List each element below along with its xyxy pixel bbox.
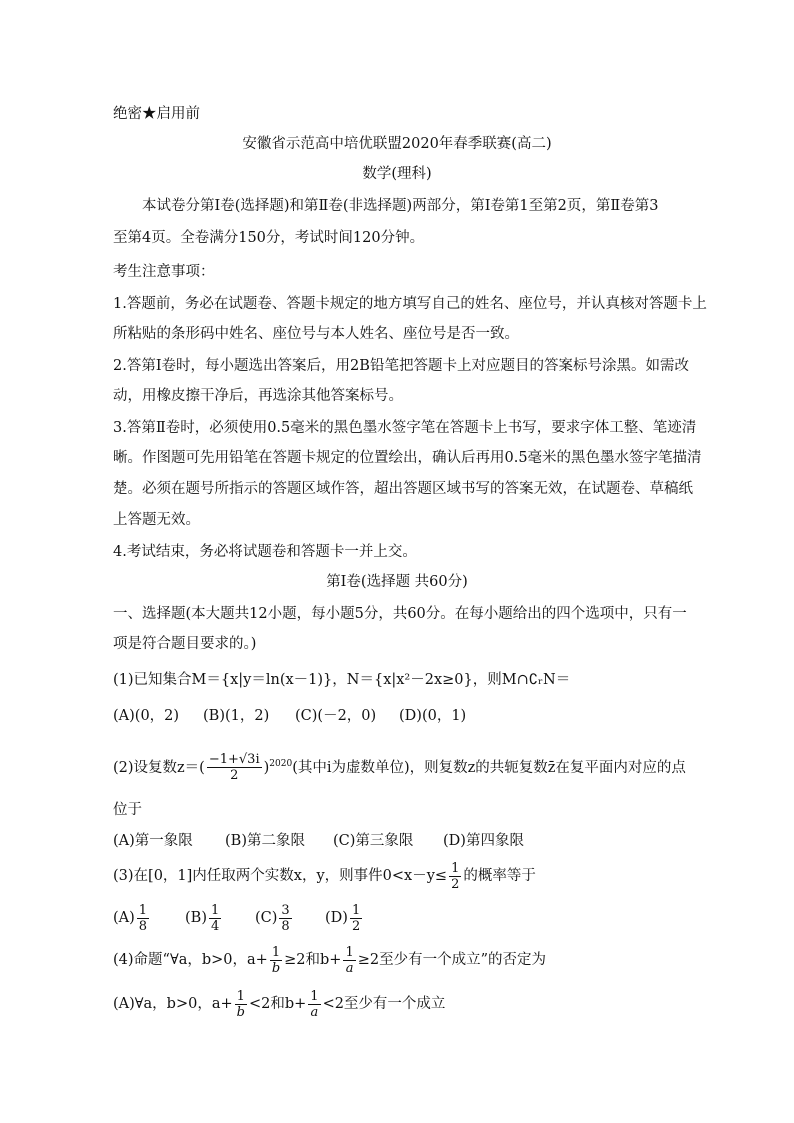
q3-option-d [325, 898, 364, 938]
q3-option-a [113, 898, 185, 938]
q2-option-c: (C)第三象限 [333, 833, 414, 849]
q4-fraction-1 [270, 945, 282, 976]
q3-option-d-label: (D) [325, 910, 348, 926]
q3-option-a-frac [137, 903, 149, 934]
q4-stem-pre: (4)命题“∀a，b>0，a+ [113, 952, 268, 968]
note-3c: 楚。必须在题号所指示的答题区域作答，超出答题区域书写的答案无效，在试题卷、草稿纸 [113, 481, 693, 497]
q3-option-c-frac [279, 903, 291, 934]
note-1a: 1.答题前，务必在试题卷、答题卡规定的地方填写自己的姓名、座位号，并认真核对答题卡上 [113, 296, 707, 312]
note-2b: 动，用橡皮擦干净后，再选涂其他答案标号。 [113, 388, 403, 404]
q4-f1-num: 1 [270, 945, 282, 961]
q2-option-a: (A)第一象限 [113, 833, 193, 849]
note-3d: 上答题无效。 [113, 512, 200, 528]
q4-a-f2-num: 1 [310, 988, 319, 1004]
notes-heading: 考生注意事项： [113, 264, 215, 280]
q2-fraction-num: −1+√3i [208, 752, 260, 768]
q2-stem-post: (其中i为虚数单位)，则复数z的共轭复数z̄在复平面内对应的点 [292, 759, 686, 776]
section-title: 第Ⅰ卷(选择题 共60分) [326, 574, 468, 590]
q1-options [113, 706, 466, 726]
q3-fraction [449, 861, 461, 892]
q4-a-pre: (A)∀a，b>0，a+ [113, 996, 233, 1012]
q3-fraction-num: 1 [451, 860, 460, 876]
q3-a-num: 1 [138, 902, 148, 918]
q3-option-c-label: (C) [255, 910, 278, 926]
q3-option-b [185, 898, 255, 938]
exam-subject: 数学(理科) [362, 166, 432, 182]
q4-a-f1-den: b [236, 1004, 245, 1020]
q3-options [113, 898, 364, 938]
q4-stem [113, 940, 546, 980]
q2-stem: (2)设复数z＝( $\frac{-1+√3i}{2}$ )$^{2020}$(其中i为虚数单位)，则复数z的共轭复数z̄在复平面内对应的点 [113, 752, 686, 784]
q3-stem-post: 的概率等于 [463, 868, 536, 884]
q1-option-b: (B)(1，2) [203, 708, 270, 724]
q2-fraction [207, 752, 262, 783]
q3-d-den: 2 [351, 918, 361, 934]
q3-a-den: 8 [138, 918, 148, 934]
q4-a-mid: <2和b+ [248, 996, 307, 1012]
q3-d-num: 1 [351, 902, 361, 918]
q2-stem-pre: (2)设复数z＝( [113, 759, 205, 776]
intro-line-1: 本试卷分第Ⅰ卷(选择题)和第Ⅱ卷(非选择题)两部分，第Ⅰ卷第1至第2页，第Ⅱ卷第3 [142, 198, 659, 214]
q4-stem-post: ≥2至少有一个成立”的否定为 [357, 952, 547, 968]
note-3a: 3.答第Ⅱ卷时，必须使用0.5毫米的黑色墨水签字笔在答题卡上书写，要求字体工整、笔迹清 [113, 420, 697, 436]
q4-stem-mid: ≥2和b+ [284, 952, 342, 968]
q3-option-c [255, 898, 325, 938]
q4-f2-num: 1 [345, 944, 354, 960]
note-4: 4.考试结束，务必将试题卷和答题卡一并上交。 [113, 544, 417, 560]
q1-option-c: (C)(－2，0) [295, 708, 377, 724]
q1-stem: (1)已知集合M＝{x|y＝ln(x－1)}，N＝{x|x²－2x≥0}，则M∩∁ᵣN＝ [113, 672, 571, 688]
note-1b: 所粘贴的条形码中姓名、座位号与本人姓名、座位号是否一致。 [113, 326, 519, 342]
q3-option-b-label: (B) [185, 910, 207, 926]
q4-fraction-2 [343, 945, 355, 976]
note-2a: 2.答第Ⅰ卷时，每小题选出答案后，用2B铅笔把答题卡上对应题目的答案标号涂黑。如需改 [113, 358, 689, 374]
q3-fraction-den: 2 [451, 876, 460, 892]
q3-c-den: 8 [281, 918, 290, 934]
section-instruction-1: 一、选择题(本大题共12小题，每小题5分，共60分。在每小题给出的四个选项中，只有一 [113, 606, 687, 622]
confidential-mark: 绝密★启用前 [113, 106, 200, 122]
q4-a-f1-num: 1 [235, 989, 247, 1005]
q2-options [113, 831, 524, 851]
q4-a-post: <2至少有一个成立 [322, 996, 446, 1012]
intro-line-2: 至第4页。全卷满分150分，考试时间120分钟。 [113, 230, 425, 246]
q3-b-num: 1 [210, 902, 220, 918]
q4-a-fraction-2 [308, 989, 320, 1020]
q2-stem-cont: 位于 [113, 802, 142, 818]
q3-stem [113, 856, 536, 896]
q2-fraction-den: 2 [230, 768, 239, 784]
q3-option-d-frac [350, 903, 362, 934]
q4-a-f2-den: a [310, 1004, 319, 1020]
q3-stem-pre: (3)在[0，1]内任取两个实数x，y，则事件0<x－y≤ [113, 868, 448, 884]
q3-option-a-label: (A) [113, 910, 135, 926]
note-3b: 晰。作图题可先用铅笔在答题卡规定的位置绘出，确认后再用0.5毫米的黑色墨水签字笔描清 [113, 450, 702, 466]
q2-option-d: (D)第四象限 [443, 833, 524, 849]
q4-f2-den: a [345, 960, 354, 976]
q2-option-b: (B)第二象限 [225, 833, 305, 849]
exam-title: 安徽省示范高中培优联盟2020年春季联赛(高二) [242, 136, 552, 152]
q1-option-a: (A)(0，2) [113, 708, 180, 724]
q4-option-a [113, 984, 445, 1024]
q3-option-b-frac [209, 903, 221, 934]
q4-a-fraction-1 [235, 989, 247, 1020]
q3-b-den: 4 [210, 918, 220, 934]
q3-c-num: 3 [281, 902, 290, 918]
q4-f1-den: b [271, 960, 281, 976]
section-instruction-2: 项是符合题目要求的。) [113, 636, 257, 652]
q1-option-d: (D)(0，1) [399, 708, 467, 724]
q2-exponent: 2020 [269, 759, 293, 769]
